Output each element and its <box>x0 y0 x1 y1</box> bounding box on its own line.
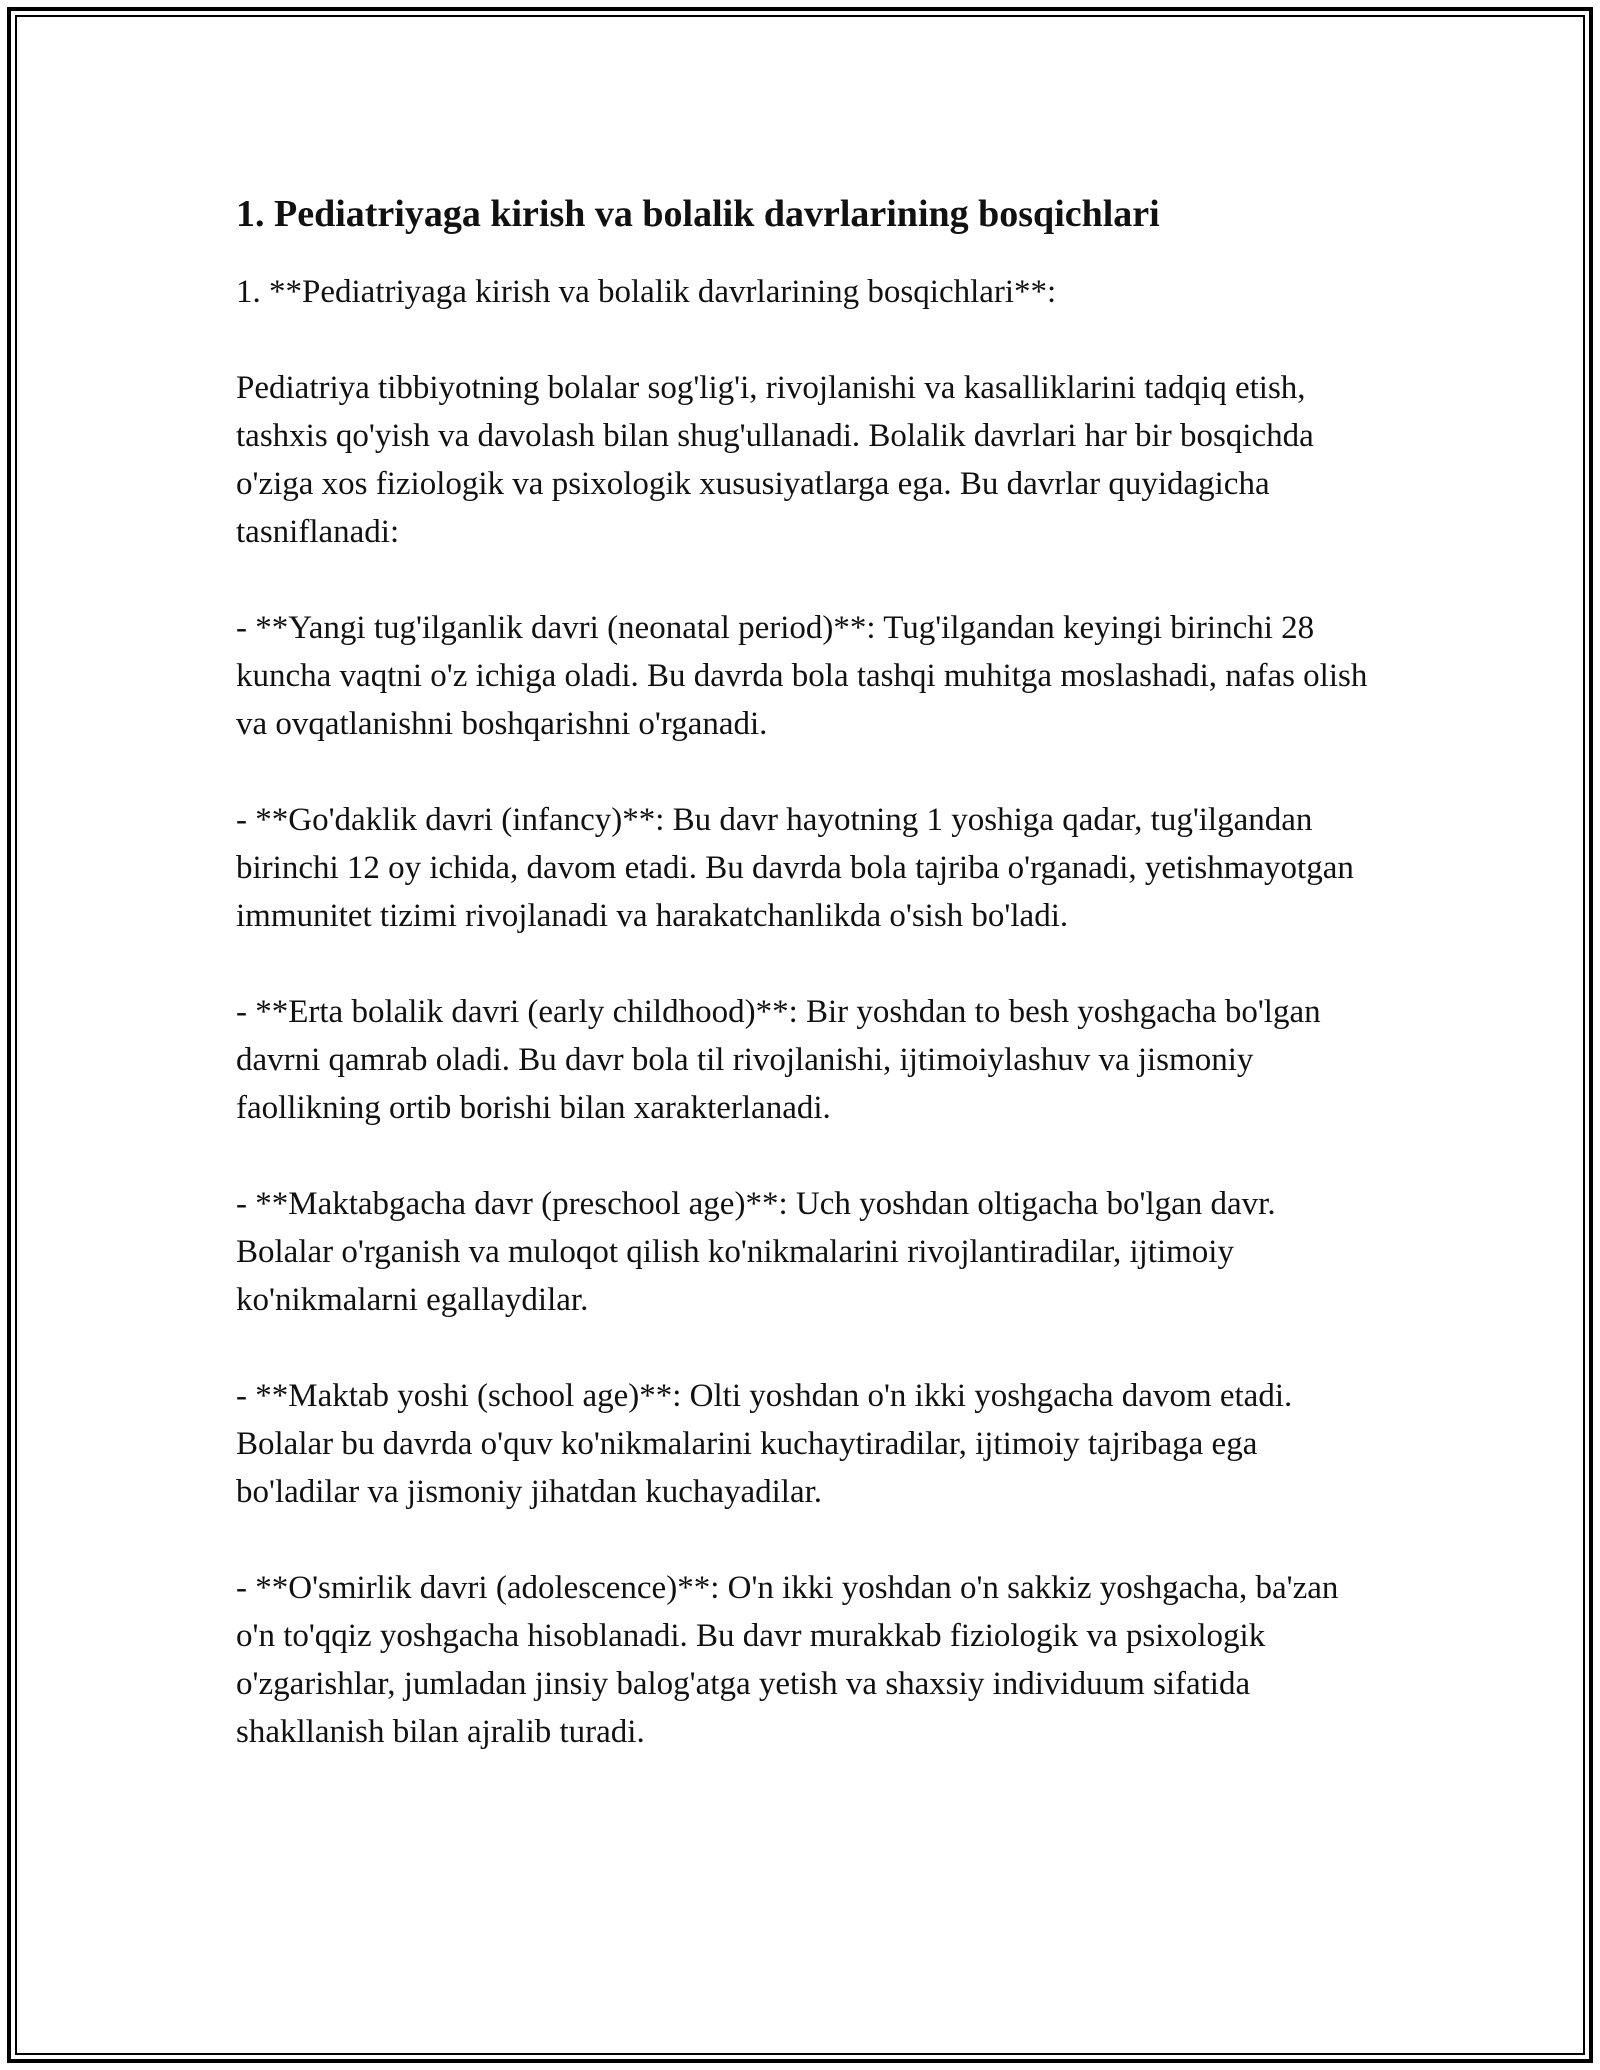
paragraph-adolescence: - **O'smirlik davri (adolescence)**: O'n ikki yoshdan o'n sakkiz yoshgacha, ba'zan o'n to'qqiz yoshgacha hisoblanadi. Bu davr murakkab fiziologik va psixologik o'zgarishlar, jumladan jinsiy balog'atga yetish va shaxsiy individuum sifatida shakllanish bilan ajralib turadi. <box>236 1570 1339 1750</box>
paragraph-school-age: - **Maktab yoshi (school age)**: Olti yoshdan o'n ikki yoshgacha davom etadi. Bolalar bu davrda o'quv ko'nikmalarini kuchaytiradilar, ijtimoiy tajribaga ega bo'ladilar va jismoniy jihatdan kuchayadilar. <box>236 1378 1293 1510</box>
paragraph-intro: Pediatriya tibbiyotning bolalar sog'lig'i, rivojlanishi va kasalliklarini tadqiq etish, tashxis qo'yish va davolash bilan shug'ullanadi. Bolalik davrlari har bir bosqichda o'ziga xos fiziologik va psixologik xususiyatlarga ega. Bu davrlar quyidagicha tasniflanadi: <box>236 370 1314 550</box>
document-body <box>236 186 1376 1804</box>
paragraph-heading-restated: 1. **Pediatriyaga kirish va bolalik davrlarining bosqichlari**: <box>236 274 1057 310</box>
paragraph-early-childhood: - **Erta bolalik davri (early childhood)**: Bir yoshdan to besh yoshgacha bo'lgan davrni qamrab oladi. Bu davr bola til rivojlanishi, ijtimoiylashuv va jismoniy faollikning ortib borishi bilan xarakterlanadi. <box>236 994 1321 1126</box>
paragraph-infancy: - **Go'daklik davri (infancy)**: Bu davr hayotning 1 yoshiga qadar, tug'ilgandan birinchi 12 oy ichida, davom etadi. Bu davrda bola tajriba o'rganadi, yetishmayotgan immunitet tizimi rivojlanadi va harakatchanlikda o'sish bo'ladi. <box>236 802 1354 934</box>
paragraph-preschool: - **Maktabgacha davr (preschool age)**: Uch yoshdan oltigacha bo'lgan davr. Bolalar o'rganish va muloqot qilish ko'nikmalarini rivojlantiradilar, ijtimoiy ko'nikmalarni egallaydilar. <box>236 1186 1276 1318</box>
paragraph-neonatal: - **Yangi tug'ilganlik davri (neonatal period)**: Tug'ilgandan keyingi birinchi 28 kuncha vaqtni o'z ichiga oladi. Bu davrda bola tashqi muhitga moslashadi, nafas olish va ovqatlanishni boshqarishni o'rganadi. <box>236 610 1368 742</box>
document-title: 1. Pediatriyaga kirish va bolalik davrlarining bosqichlari <box>236 193 1160 235</box>
